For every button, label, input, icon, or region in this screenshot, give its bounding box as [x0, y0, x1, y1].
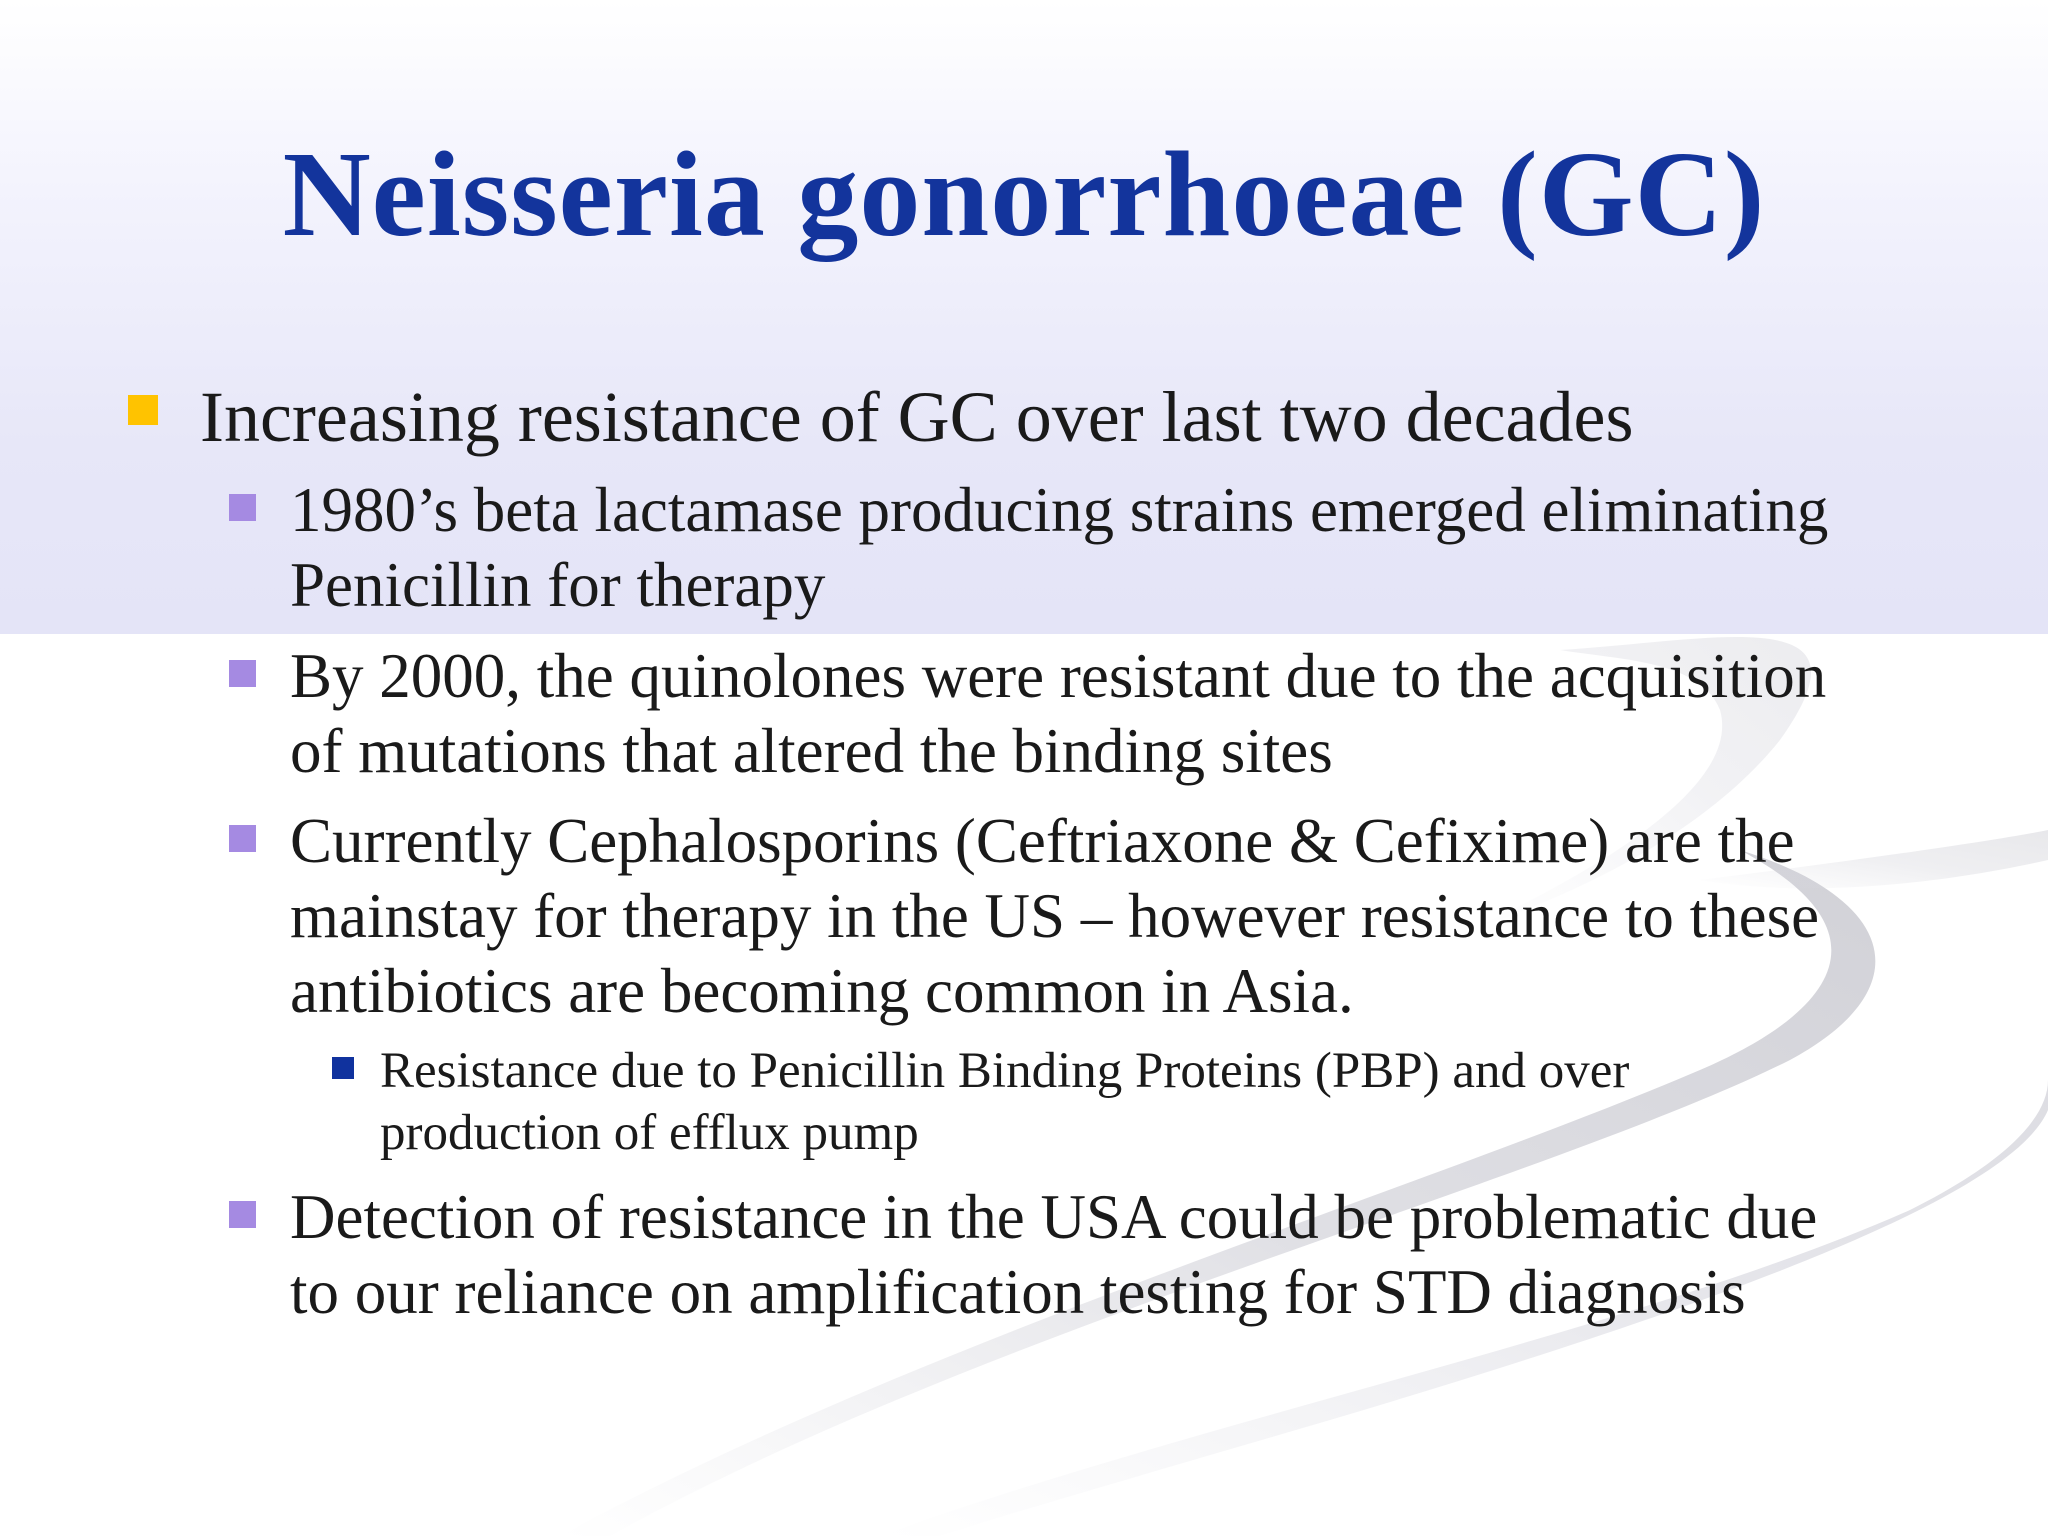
bullet-text: Currently Cephalosporins (Ceftriaxone & Cefixime) are the mainstay for therapy in the US – however resistance to these antibiotics are becoming common in Asia. — [290, 806, 1820, 1026]
square-bullet-icon — [332, 1057, 354, 1079]
bullet-text: By 2000, the quinolones were resistant due to the acquisition of mutations that altered the binding sites — [290, 641, 1827, 786]
bullet-text: Resistance due to Penicillin Binding Proteins (PBP) and over production of efflux pump — [380, 1043, 1630, 1161]
bullet-text: Detection of resistance in the USA could be problematic due to our reliance on amplification testing for STD diagnosis — [290, 1182, 1818, 1327]
square-bullet-icon — [229, 1201, 256, 1228]
square-bullet-icon — [229, 825, 256, 852]
square-bullet-icon — [229, 494, 256, 521]
square-bullet-icon — [229, 660, 256, 687]
bullet-text: Increasing resistance of GC over last two decades — [200, 377, 1634, 457]
bullet-text: 1980’s beta lactamase producing strains emerged eliminating Penicillin for therapy — [290, 475, 1829, 620]
slide-title: Neisseria gonorrhoeae (GC) — [282, 127, 1766, 262]
square-bullet-icon — [128, 395, 158, 425]
